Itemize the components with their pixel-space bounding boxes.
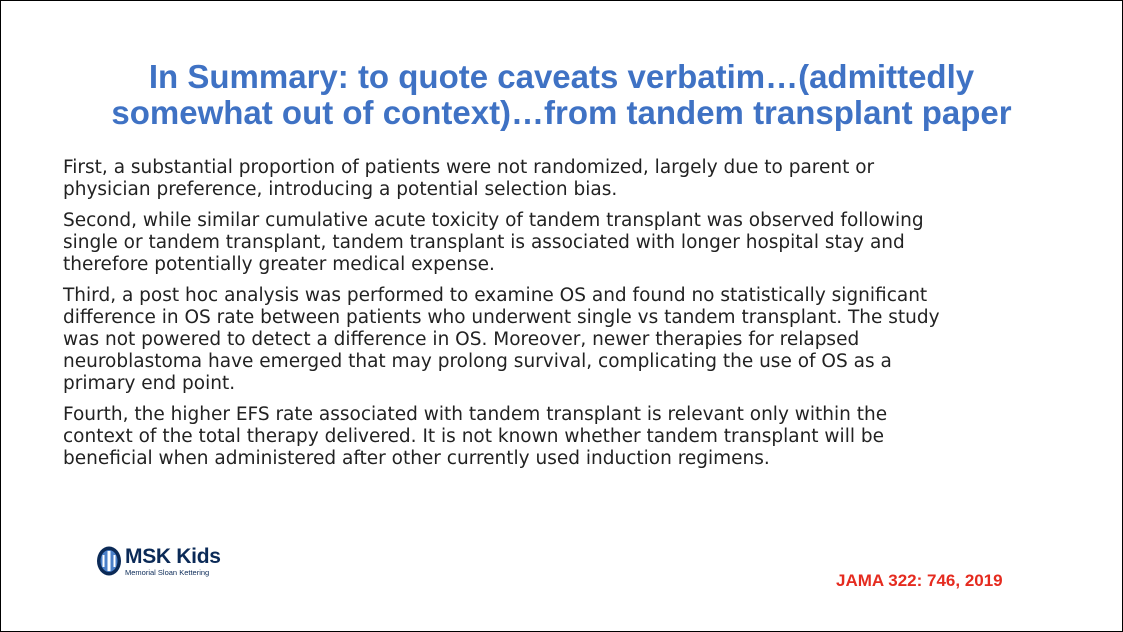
summary-body (63, 157, 1073, 479)
slide-title-line-2: somewhat out of context)…from tandem transplant paper (111, 94, 1012, 131)
slide-title (21, 59, 1102, 131)
paragraph-line: beneficial when administered after other currently used induction regimens. (63, 448, 770, 469)
paragraph-line: was not powered to detect a difference in OS. Moreover, newer therapies for relapsed (63, 329, 860, 350)
paragraph-line: neuroblastoma have emerged that may prolong survival, complicating the use of OS as a (63, 351, 892, 372)
paragraph-line: physician preference, introducing a potential selection bias. (63, 179, 618, 200)
paragraph-line: context of the total therapy delivered. It is not known whether tandem transplant will be (63, 426, 884, 447)
paragraph-line: Third, a post hoc analysis was performed to examine OS and found no statistically significant (63, 285, 928, 306)
caveat-paragraph-3 (63, 285, 1073, 395)
paragraph-line: difference in OS rate between patients who underwent single vs tandem transplant. The study (63, 307, 940, 328)
citation: JAMA 322: 746, 2019 (836, 571, 1003, 590)
paragraph-line: therefore potentially greater medical expense. (63, 254, 495, 275)
caveat-paragraph-4 (63, 404, 1073, 470)
msk-logo-icon (96, 545, 122, 577)
logo-subtitle: Memorial Sloan Kettering (125, 567, 210, 577)
paragraph-line: Fourth, the higher EFS rate associated with tandem transplant is relevant only within the (63, 404, 888, 425)
msk-kids-logo (96, 545, 221, 577)
caveat-paragraph-1 (63, 157, 1073, 201)
paragraph-line: single or tandem transplant, tandem transplant is associated with longer hospital stay and (63, 232, 905, 253)
logo-text (125, 546, 221, 577)
caveat-paragraph-2 (63, 210, 1073, 276)
slide-title-line-1: In Summary: to quote caveats verbatim…(admittedly (148, 58, 975, 95)
paragraph-line: First, a substantial proportion of patients were not randomized, largely due to parent or (63, 157, 875, 178)
paragraph-line: primary end point. (63, 373, 236, 394)
paragraph-line: Second, while similar cumulative acute toxicity of tandem transplant was observed following (63, 210, 924, 231)
logo-name: MSK Kids (125, 544, 221, 568)
